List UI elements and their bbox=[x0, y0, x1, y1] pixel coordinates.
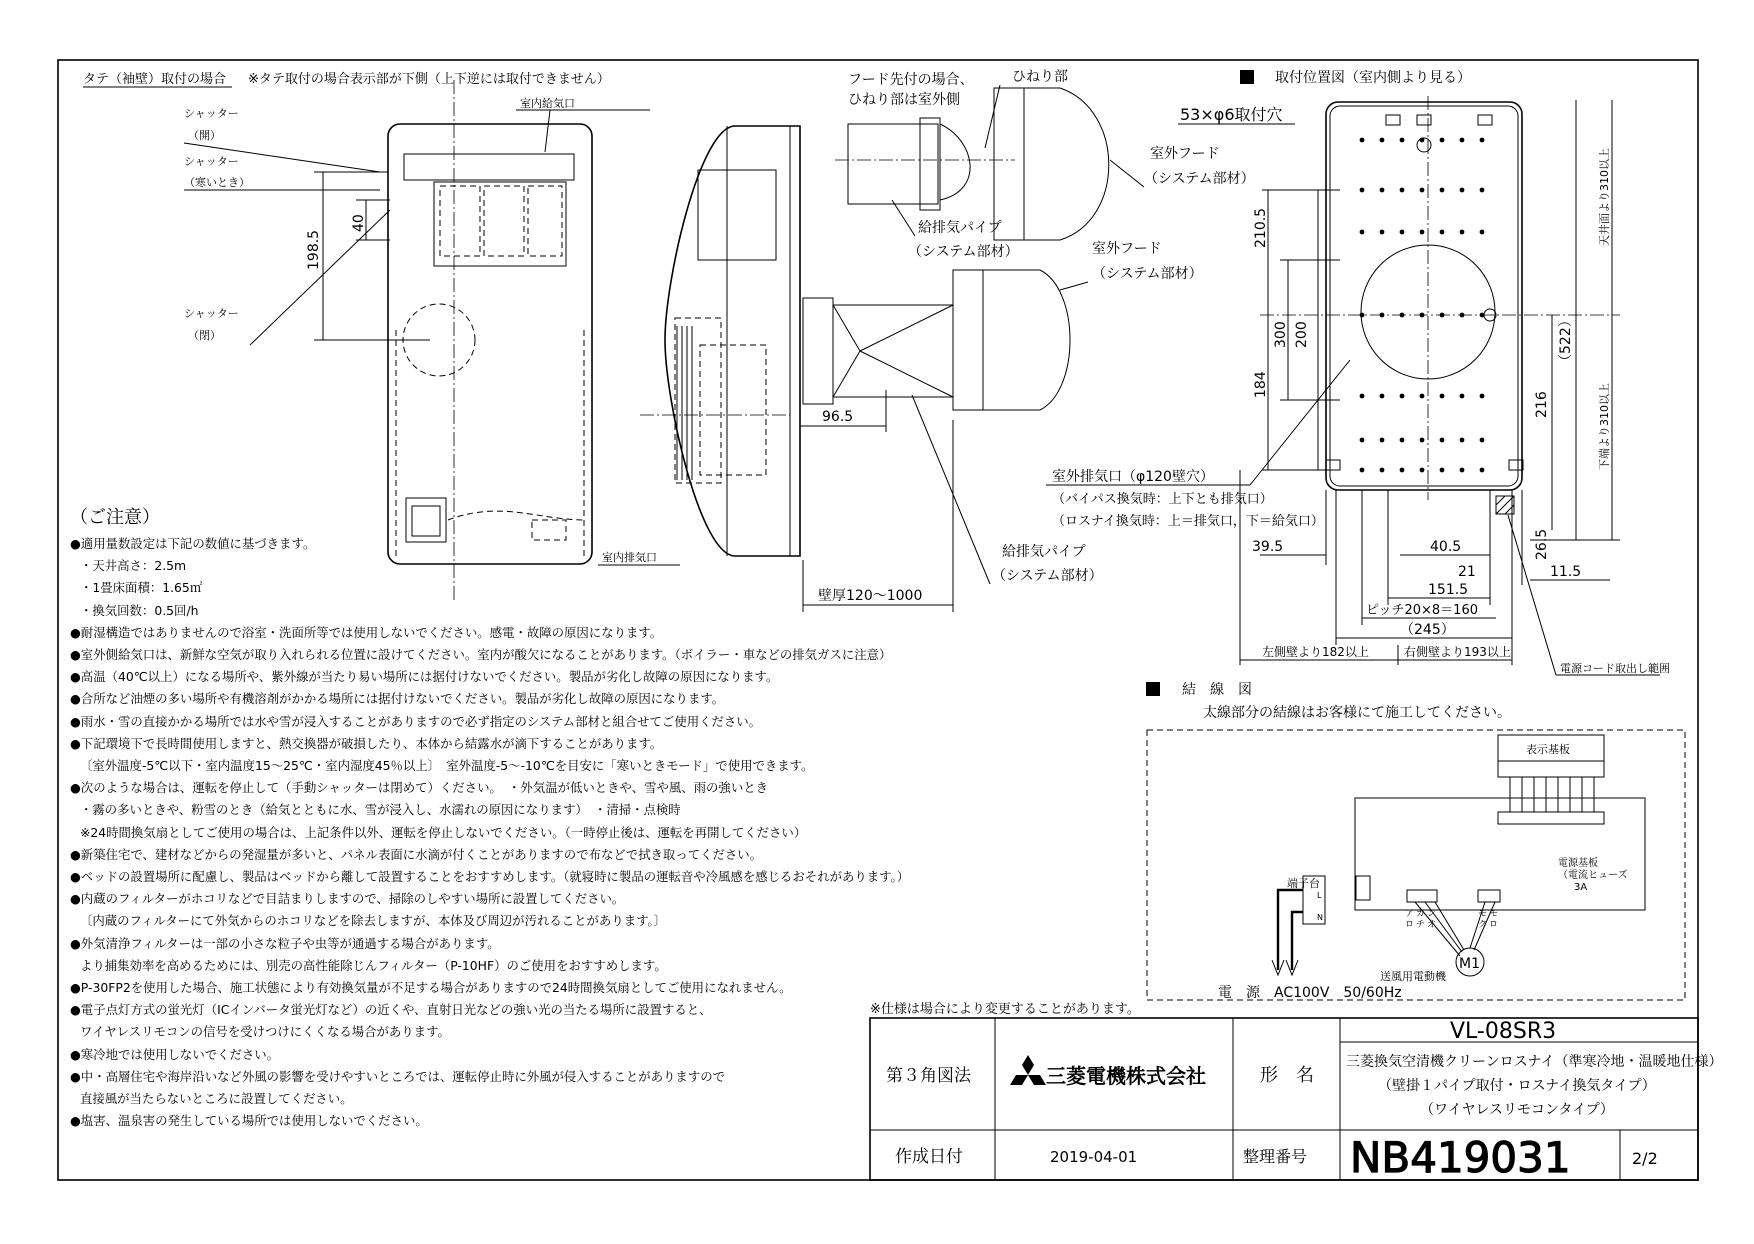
floor-clearance: 下端より310以上 bbox=[1598, 383, 1611, 470]
mount-hole bbox=[1480, 394, 1485, 399]
power-board-label: 電源基板 bbox=[1558, 858, 1598, 869]
vertical-mount-note: ※タテ取付の場合表示部が下側（上下逆には取付できません） bbox=[248, 72, 610, 87]
caution-list bbox=[70, 533, 930, 1132]
wiring-title: 結 線 図 bbox=[1182, 682, 1252, 698]
caution-line: ・霧の多いときや、粉雪のとき（給気とともに水、雪が浸入し、水濡れの原因になります） ・清掃・点検時 bbox=[80, 802, 681, 818]
svg-text:（開）: （開） bbox=[188, 129, 221, 142]
slot-hole bbox=[1417, 115, 1431, 125]
svg-text:（電流ヒューズ: （電流ヒューズ bbox=[1558, 870, 1628, 881]
caution-line: ●塩害、温泉害の発生している場所では使用しないでください。 bbox=[70, 1113, 428, 1129]
outdoor-hood-lower bbox=[983, 270, 1070, 410]
motor-name: 送風用電動機 bbox=[1380, 970, 1446, 983]
dim-245: （245） bbox=[1400, 622, 1455, 638]
outdoor-hood-2-label: 室外フード bbox=[1092, 241, 1162, 257]
twist-part-label: ひねり部 bbox=[1012, 69, 1068, 85]
mount-hole bbox=[1360, 230, 1365, 235]
mount-hole bbox=[1380, 468, 1385, 473]
outdoor-hood-1-label: 室外フード bbox=[1150, 146, 1220, 162]
indoor-supply-label: 室内給気口 bbox=[520, 97, 575, 110]
unit-side-view bbox=[665, 126, 800, 556]
wire-label: ロ bbox=[1489, 920, 1499, 930]
dim-151-5: 151.5 bbox=[1428, 582, 1469, 598]
hood-tip-note: フード先付の場合、 bbox=[848, 72, 974, 88]
outdoor-exhaust-label: 室外排気口（φ120壁穴） bbox=[1052, 469, 1214, 485]
shutter-cold-label: シャッター bbox=[184, 155, 239, 168]
caution-line: ●新築住宅で、建材などからの発湿量が多いと、パネル表面に水滴が付くことがありますので布などで拭き取ってください。 bbox=[70, 846, 763, 862]
dim-522: （522） bbox=[1558, 313, 1574, 368]
mount-hole bbox=[1380, 230, 1385, 235]
caution-line: ※24時間換気扇としてご使用の場合は、上記条件以外、運転を停止しないでください。（一時停止後は、運転を再開してください） bbox=[80, 824, 807, 840]
mount-hole bbox=[1360, 138, 1365, 143]
caution-line: ●ベッドの設置場所に配慮し、製品はベッドから離して設置することをおすすめします。（就寝時に製品の運転音や冷風感を感じるおそれがあります。） bbox=[70, 869, 910, 885]
caution-line: 直接風が当たらないところに設置してください。 bbox=[80, 1091, 353, 1107]
svg-text:（システム部材）: （システム部材） bbox=[908, 244, 1019, 260]
caution-line: ●雨水・雪の直接かかる場所では水や雪が浸入することがありますので必ず指定のシステム部材と組合せてご使用ください。 bbox=[70, 713, 762, 729]
svg-text:（閉）: （閉） bbox=[188, 329, 221, 342]
supply-pipe-2-label: 給排気パイプ bbox=[1002, 544, 1086, 560]
dim-40-5: 40.5 bbox=[1430, 539, 1462, 555]
slot-hole bbox=[1386, 115, 1400, 125]
mount-hole bbox=[1420, 138, 1425, 143]
caution-notes bbox=[70, 505, 930, 1132]
mount-hole bbox=[1400, 468, 1405, 473]
product-name-2: （壁掛１パイプ取付・ロスナイ換気タイプ） bbox=[1378, 1078, 1656, 1094]
caution-line: ●電子点灯方式の蛍光灯（ICインバータ蛍光灯など）の近くや、直射日光などの強い光の当たる場所に設置すると、 bbox=[70, 1002, 712, 1018]
mount-hole bbox=[1360, 394, 1365, 399]
mount-hole bbox=[1440, 394, 1445, 399]
mount-hole bbox=[1480, 468, 1485, 473]
caution-line: ●下記環境下で長時間使用しますと、熱交換器が破損したり、本体から結露水が滴下することがあります。 bbox=[70, 735, 663, 751]
svg-text:L: L bbox=[1317, 891, 1322, 900]
mount-position-title: 取付位置図（室内側より見る） bbox=[1275, 70, 1471, 86]
wire-label: カ bbox=[1416, 909, 1426, 919]
wire-labels-2 bbox=[1478, 909, 1498, 930]
mount-hole bbox=[1380, 394, 1385, 399]
cord-exit-label: 電源コード取出し範囲 bbox=[1560, 662, 1670, 675]
caution-line: より捕集効率を高めるためには、別売の高性能除じんフィルター（P-10HF）のご使用をおすすめします。 bbox=[80, 957, 667, 973]
caution-line: ●中・高層住宅や海岸沿いなど外風の影響を受けやすいところでは、運転停止時に外風が侵入することがありますので bbox=[70, 1068, 725, 1084]
dim-184: 184 bbox=[1253, 371, 1269, 398]
mount-hole bbox=[1420, 438, 1425, 443]
wiring-marker bbox=[1146, 682, 1160, 696]
dim-39-5: 39.5 bbox=[1252, 539, 1284, 555]
mount-hole bbox=[1460, 394, 1465, 399]
model-number: VL-08SR3 bbox=[1450, 1019, 1557, 1044]
mount-hole bbox=[1420, 188, 1425, 193]
caution-line: ・換気回数：0.5回/h bbox=[80, 602, 199, 618]
caution-line: ●寒冷地では使用しないでください。 bbox=[70, 1046, 280, 1062]
mount-hole bbox=[1460, 138, 1465, 143]
caution-line: ●合所など油煙の多い場所や有機溶剤がかかる場所には据付けないでください。製品が劣化し故障の原因になります。 bbox=[70, 691, 725, 707]
product-name-3: （ワイヤレスリモコンタイプ） bbox=[1420, 1102, 1614, 1118]
spec-change-note: ※仕様は場合により変更することがあります。 bbox=[870, 1002, 1140, 1017]
caution-line: ●適用量数設定は下記の数値に基づきます。 bbox=[70, 536, 316, 551]
company-name: 三菱電機株式会社 bbox=[1046, 1064, 1206, 1088]
mount-hole bbox=[1420, 468, 1425, 473]
supply-pipe-1-label: 給排気パイプ bbox=[918, 220, 1002, 236]
wire-label: チ bbox=[1416, 920, 1426, 930]
mount-hole bbox=[1440, 468, 1445, 473]
mount-hole bbox=[1460, 468, 1465, 473]
svg-text:ひねり部は室外側: ひねり部は室外側 bbox=[848, 92, 960, 108]
dim-210-5: 210.5 bbox=[1253, 207, 1269, 248]
wire-label: モ bbox=[1489, 909, 1499, 919]
dim-40: 40 bbox=[351, 214, 367, 232]
dim-96-5: 96.5 bbox=[822, 409, 854, 425]
mount-hole bbox=[1460, 230, 1465, 235]
caution-line: 〔室外温度-5℃以下・室内温度15～25℃・室内湿度45％以上〕 室外温度-5～-10℃を目安に「寒いときモード」で使用できます。 bbox=[80, 758, 814, 774]
caution-line: ・1畳床面積：1.65㎡ bbox=[80, 580, 203, 596]
svg-text:（バイパス換気時：上下とも排気口）: （バイパス換気時：上下とも排気口） bbox=[1052, 492, 1273, 507]
mount-hole bbox=[1420, 230, 1425, 235]
svg-text:N: N bbox=[1317, 913, 1323, 922]
dim-21: 21 bbox=[1458, 564, 1476, 580]
date-label: 作成日付 bbox=[895, 1147, 963, 1167]
outdoor-hood-upper bbox=[1024, 88, 1109, 240]
slot-hole bbox=[1478, 115, 1492, 125]
mount-hole bbox=[1400, 438, 1405, 443]
mount-hole bbox=[1440, 438, 1445, 443]
caution-line: ●内蔵のフィルターがホコリなどで目詰まりしますので、掃除のしやすい場所に設置してください。 bbox=[70, 891, 625, 907]
caution-title: （ご注意） bbox=[70, 507, 160, 528]
projection-method: 第３角図法 bbox=[886, 1066, 971, 1086]
shutter-open-label: シャッター bbox=[184, 107, 239, 120]
caution-line: ●P-30FP2を使用した場合、施工状態により有効換気量が不足する場合がありますので24時間換気扇としてご使用になれません。 bbox=[70, 980, 792, 996]
mount-hole bbox=[1440, 138, 1445, 143]
caution-line: ●室外側給気口は、新鮮な空気が取り入れられる位置に設けてください。室内が酸欠になることがあります。（ボイラー・車などの排気ガスに注意） bbox=[70, 647, 892, 663]
dim-11-5: 11.5 bbox=[1550, 564, 1582, 580]
mount-hole bbox=[1400, 230, 1405, 235]
caution-line: ワイヤレスリモコンの信号を受けつけにくくなる場合があります。 bbox=[80, 1024, 450, 1040]
mount-hole bbox=[1380, 438, 1385, 443]
caution-line: 〔内蔵のフィルターにて外気からのホコリなどを除去しますが、本体及び周辺が汚れることがあります。〕 bbox=[80, 913, 667, 929]
svg-text:（システム部材）: （システム部材） bbox=[992, 568, 1103, 584]
svg-text:（寒いとき）: （寒いとき） bbox=[184, 176, 250, 189]
wire-label: ア bbox=[1405, 909, 1415, 919]
supply-pipe-lower bbox=[803, 298, 833, 404]
mount-hole bbox=[1400, 138, 1405, 143]
model-label: 形 名 bbox=[1260, 1065, 1314, 1086]
wire-label: ロ bbox=[1405, 920, 1415, 930]
mount-hole bbox=[1360, 468, 1365, 473]
caution-line: ●耐湿構造ではありませんので浴室・洗面所等では使用しないでください。感電・故障の原因になります。 bbox=[70, 624, 663, 640]
mount-hole bbox=[1440, 230, 1445, 235]
ceiling-clearance: 天井面より310以上 bbox=[1598, 148, 1611, 246]
svg-text:3A: 3A bbox=[1574, 882, 1588, 893]
number-label: 整理番号 bbox=[1243, 1147, 1308, 1166]
mount-hole bbox=[1360, 188, 1365, 193]
mount-hole bbox=[1480, 138, 1485, 143]
dim-198-5: 198.5 bbox=[306, 229, 322, 270]
mount-hole bbox=[1400, 188, 1405, 193]
wiring-note: 太線部分の結線はお客様にて施工してください。 bbox=[1203, 705, 1511, 721]
caution-line: ●外気清浄フィルターは一部の小さな粒子や虫等が通過する場合があります。 bbox=[70, 935, 500, 951]
mount-hole bbox=[1380, 188, 1385, 193]
product-name-1: 三菱換気空清機クリーンロスナイ（準寒冷地・温暖地仕様） bbox=[1346, 1054, 1723, 1070]
supply-pipe-upper bbox=[848, 124, 938, 204]
mount-hole bbox=[1440, 188, 1445, 193]
mount-hole bbox=[1480, 230, 1485, 235]
mount-hole bbox=[1460, 438, 1465, 443]
slot-hole bbox=[1326, 460, 1340, 470]
wire-label: モ bbox=[1478, 909, 1488, 919]
terminal-label: 端子台 bbox=[1287, 877, 1320, 890]
slot-hole bbox=[1509, 460, 1523, 470]
svg-text:（ロスナイ換気時：上＝排気口，下＝給気口）: （ロスナイ換気時：上＝排気口，下＝給気口） bbox=[1052, 514, 1324, 529]
motor-label: M1 bbox=[1459, 956, 1480, 972]
section-marker bbox=[1240, 70, 1254, 84]
mount-hole bbox=[1380, 138, 1385, 143]
mount-hole bbox=[1460, 188, 1465, 193]
page-number: 2/2 bbox=[1632, 1149, 1658, 1168]
dim-200: 200 bbox=[1294, 321, 1310, 348]
dim-216: 216 bbox=[1534, 391, 1550, 418]
wire-label: ク bbox=[1478, 920, 1488, 930]
mount-hole bbox=[1420, 394, 1425, 399]
wall-thickness-dim: 壁厚120～1000 bbox=[818, 588, 923, 604]
wire-label: オ bbox=[1427, 920, 1437, 930]
shutter-closed-label: シャッター bbox=[184, 307, 239, 320]
mount-hole bbox=[1360, 438, 1365, 443]
wire-label: ン bbox=[1427, 909, 1437, 919]
creation-date: 2019-04-01 bbox=[1050, 1148, 1138, 1166]
caution-line: ・天井高さ：2.5m bbox=[80, 558, 187, 574]
svg-text:（システム部材）: （システム部材） bbox=[1092, 266, 1203, 282]
vertical-mount-title: タテ（袖壁）取付の場合 bbox=[83, 72, 227, 87]
caution-line: ●次のような場合は、運転を停止して（手動シャッターは閉めて）ください。 ・外気温が低いときや、雪や風、雨の強いとき bbox=[70, 780, 768, 796]
dim-300: 300 bbox=[1273, 321, 1289, 348]
caution-line: ●高温（40℃以上）になる場所や、紫外線が当たり易い場所には据付けないでください。製品が劣化し故障の原因になります。 bbox=[70, 669, 779, 685]
mount-hole bbox=[1400, 394, 1405, 399]
right-wall-clearance: 右側壁より193以上 bbox=[1404, 645, 1511, 659]
svg-text:（システム部材）: （システム部材） bbox=[1144, 171, 1255, 187]
dim-26-5: 26.5 bbox=[1534, 528, 1550, 560]
left-wall-clearance: 左側壁より182以上 bbox=[1262, 645, 1369, 659]
mitsubishi-logo bbox=[1010, 1055, 1046, 1085]
document-number: NB419031 bbox=[1350, 1133, 1571, 1182]
mount-hole bbox=[1480, 438, 1485, 443]
indoor-exhaust-label: 室内排気口 bbox=[602, 551, 657, 564]
holes-label: 53×φ6取付穴 bbox=[1180, 105, 1283, 124]
display-board-label: 表示基板 bbox=[1526, 743, 1570, 756]
mount-hole bbox=[1480, 188, 1485, 193]
pitch-dim: ピッチ20×8＝160 bbox=[1366, 603, 1478, 618]
power-supply-label: 電 源 AC100V 50/60Hz bbox=[1218, 985, 1402, 1001]
